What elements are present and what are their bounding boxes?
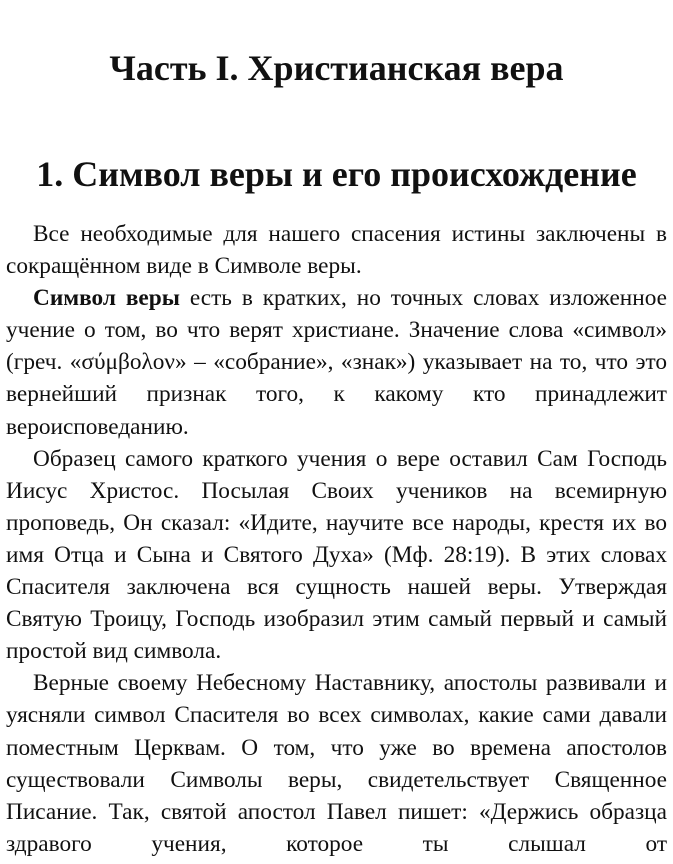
chapter-title: 1. Символ веры и его происхождение [36, 154, 637, 194]
paragraph-intro [6, 218, 667, 282]
part-title: Часть I. Христианская вера [109, 48, 564, 88]
paragraph-origin [6, 443, 667, 668]
paragraph-apostles-text: Верные своему Небесному Наставнику, апостолы развивали и уясняли символ Спасителя во всех символах, какие сами давали поместным Церквам. О том, что уже во времена апостолов существовали Символы веры, свидетельствует Священное Писание. Так, святой апостол Павел пишет: «Держись образца здравого учения, которое ты слышал от [6, 670, 667, 857]
paragraph-intro-text: Все необходимые для нашего спасения истины заключены в сокращённом виде в Символе веры. [6, 221, 667, 280]
paragraph-apostles [6, 667, 667, 860]
paragraph-definition [6, 282, 667, 442]
term-symbol-of-faith: Символ веры [33, 285, 180, 312]
paragraph-definition-text: есть в кратких, но точных словах изложенное учение о том, во что верят христиане. Значение слова «символ» (греч. «σύμβολον» – «собрание», «знак») указывает на то, что это вернейший признак того, к какому кто принадлежит вероисповеданию. [6, 285, 668, 440]
paragraph-origin-text: Образец самого краткого учения о вере оставил Сам Господь Иисус Христос. Посылая Своих учеников на всемирную проповедь, Он сказал: «Идите, научите все народы, крестя их во имя Отца и Сына и Святого Духа» (Мф. 28:19). В этих словах Спасителя заключена вся сущность нашей веры. Утверждая Святую Троицу, Господь изобразил этим самый первый и самый простой вид символа. [6, 445, 667, 665]
body-text [6, 218, 667, 860]
